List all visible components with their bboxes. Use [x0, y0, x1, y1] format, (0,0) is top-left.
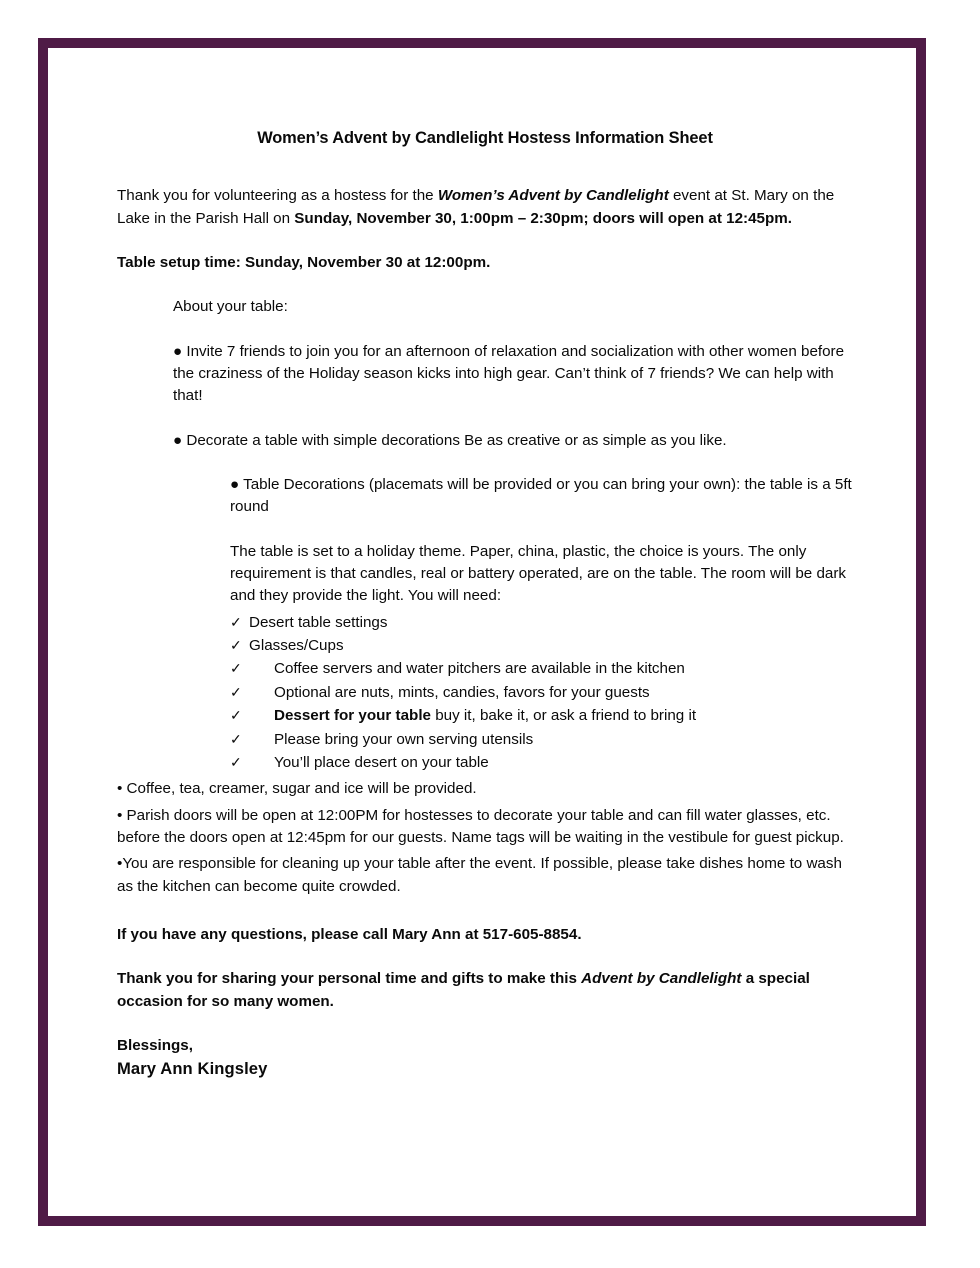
intro-text-part2: event at St. Mary on the Lake in the Parish Hall on — [117, 187, 835, 227]
questions-contact-text: If you have any questions, please call Mary Ann at 517-605-8854. — [117, 925, 582, 943]
setup-time-paragraph — [117, 252, 853, 274]
checkmark-icon: ✓ — [230, 637, 242, 654]
closing-thanks-part2: a special occasion for so many women. — [117, 970, 810, 1010]
intro-text-part1: Thank you for volunteering as a hostess for the — [117, 187, 438, 205]
page-title: Women’s Advent by Candlelight Hostess Information Sheet — [257, 129, 713, 147]
bullet-decorate-table: ● Decorate a table with simple decorations Be as creative or as simple as you like. — [173, 431, 727, 449]
note-parish-doors: • Parish doors will be open at 12:00PM for hostesses to decorate your table and can fill water glasses, etc. before the doors open at 12:45pm for our guests. Name tags will be waiting in the vestibule for guest pickup. — [117, 806, 844, 846]
general-notes-block — [117, 778, 853, 898]
closing-thanks-part1: Thank you for sharing your personal time and gifts to make this — [117, 970, 582, 988]
note-coffee-provided: • Coffee, tea, creamer, sugar and ice will be provided. — [117, 780, 477, 798]
list-item — [230, 612, 853, 634]
checkmark-icon: ✓ — [230, 753, 242, 770]
signature-name: Mary Ann Kingsley — [117, 1059, 268, 1079]
checklist-item-bold-prefix: Dessert for your table — [274, 707, 431, 725]
spacer — [117, 902, 853, 924]
list-item — [230, 635, 853, 657]
checkmark-icon: ✓ — [230, 707, 242, 724]
list-item — [230, 658, 853, 680]
questions-contact-line — [117, 924, 853, 946]
bullet-invite-friends: ● Invite 7 friends to join you for an afternoon of relaxation and socialization with other women before the craziness of the Holiday season kicks into high gear. Can’t think of 7 friends? We can help with that! — [173, 342, 845, 405]
signature-blessings: Blessings, — [117, 1036, 193, 1054]
list-item — [230, 752, 853, 774]
checkmark-icon: ✓ — [230, 683, 242, 700]
bullet-table-decorations: ● Table Decorations (placemats will be provided or you can bring your own): the table is a 5ft round — [230, 476, 852, 516]
checkmark-icon: ✓ — [230, 660, 242, 677]
closing-event-name: Advent by Candlelight — [581, 970, 742, 988]
about-your-table-heading: About your table: — [173, 298, 288, 316]
intro-datetime: Sunday, November 30, 1:00pm – 2:30pm; doors will open at 12:45pm. — [294, 209, 792, 227]
checklist-item-label: buy it, bake it, or ask a friend to bring it — [431, 707, 697, 725]
table-requirements-checklist — [230, 612, 853, 774]
checkmark-icon: ✓ — [230, 730, 242, 747]
checklist-item-label: Desert table settings — [249, 613, 388, 631]
checkmark-icon: ✓ — [230, 613, 242, 630]
setup-time-text: Table setup time: Sunday, November 30 at 12:00pm. — [117, 254, 491, 272]
intro-event-name: Women’s Advent by Candlelight — [437, 187, 669, 205]
list-item — [230, 729, 853, 751]
list-item — [230, 682, 853, 704]
checklist-item-label: Coffee servers and water pitchers are available in the kitchen — [274, 660, 685, 678]
checklist-item-label: Optional are nuts, mints, candies, favors for your guests — [274, 683, 650, 701]
document-body — [117, 128, 853, 1082]
checklist-item-label: Please bring your own serving utensils — [274, 730, 534, 748]
list-item — [230, 705, 853, 727]
intro-paragraph — [117, 185, 853, 230]
checklist-item-label: You’ll place desert on your table — [274, 753, 489, 771]
note-cleanup: •You are responsible for cleaning up your table after the event. If possible, please take dishes home to wash as the kitchen can become quite crowded. — [117, 855, 842, 895]
holiday-theme-paragraph: The table is set to a holiday theme. Paper, china, plastic, the choice is yours. The only requirement is that candles, real or battery operated, are on the table. The room will be dark and they provide the light. You will need: — [230, 542, 846, 605]
closing-thanks-paragraph — [117, 968, 853, 1013]
checklist-item-label: Glasses/Cups — [249, 637, 344, 655]
